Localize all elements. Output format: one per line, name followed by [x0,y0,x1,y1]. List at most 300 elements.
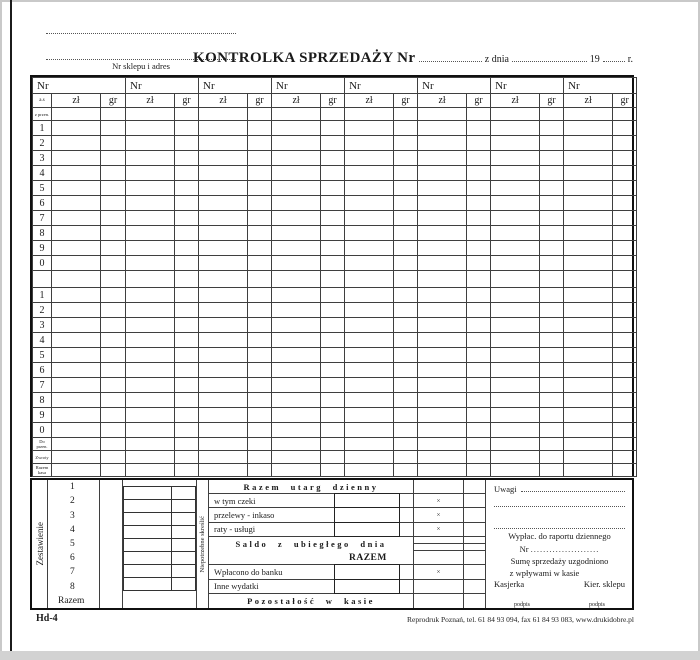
grid-cell [52,196,101,211]
gr-header: gr [321,94,345,108]
year-prefix: 19 [589,54,600,65]
grid-cell [540,378,564,393]
grid-cell [175,318,199,333]
grid-cell [321,318,345,333]
result-cell-x: × [414,508,463,522]
result-cell [464,551,485,565]
grid-cell [321,181,345,196]
grid-cell [418,108,467,121]
grid-cell [101,438,126,451]
grid-row [33,451,637,464]
grid-cell [52,464,101,477]
daily-takings-panel [209,480,414,608]
grid-cell [126,378,175,393]
grid-cell [248,151,272,166]
grid-cell [272,108,321,121]
grid-row [33,348,637,363]
grid-cell [613,348,637,363]
grid-cell [540,211,564,226]
grid-cell [491,211,540,226]
grid-cell [564,151,613,166]
amount-box-row [123,551,196,565]
amount-box-stack [123,486,196,591]
grid-cell [175,256,199,271]
grid-cell [126,211,175,226]
grid-cell [248,241,272,256]
grid-cell [540,288,564,303]
nr-column-header: Nr [199,78,272,94]
grid-cell [175,181,199,196]
grid-cell [101,108,126,121]
grid-cell [321,121,345,136]
result-cell [414,551,463,565]
grid-cell [418,378,467,393]
grid-cell [418,423,467,438]
grid-cell [199,181,248,196]
grid-cell [272,226,321,241]
grid-cell [613,451,637,464]
first-col-header: a.s [33,94,52,108]
grid-cell [175,408,199,423]
grid-cell [248,393,272,408]
grid-cell [491,423,540,438]
gr-header: gr [248,94,272,108]
signature-labels [494,579,625,589]
gr-header: gr [613,94,637,108]
grid-cell [491,288,540,303]
grid-row [33,438,637,451]
nr-column-header: Nr [491,78,564,94]
grid-cell [199,121,248,136]
left-margin-line [10,0,12,651]
grid-cell [394,108,418,121]
grid-cell [564,166,613,181]
grid-cell [248,303,272,318]
grid-cell [175,451,199,464]
grid-cell [126,181,175,196]
row-label: 1 [33,288,52,303]
grid-cell [272,256,321,271]
grid-cell [52,226,101,241]
row-label: 4 [33,166,52,181]
grid-cell [52,451,101,464]
grid-cell [491,438,540,451]
zestawienie-label: Zestawienie [34,522,45,566]
grid-cell [345,348,394,363]
entry-box [334,493,400,508]
shop-address-label: Nr sklepu i adres [112,61,170,71]
year-blank [603,51,625,62]
grid-cell [394,151,418,166]
grid-cell [394,438,418,451]
grid-cell [199,288,248,303]
grid-cell [467,378,491,393]
grid-cell [321,108,345,121]
niepotrzebne-column [197,480,209,608]
amount-box-row [123,499,196,513]
grid-cell [345,333,394,348]
grid-cell [394,166,418,181]
grid-cell [467,303,491,318]
grid-cell [248,121,272,136]
grid-cell [321,136,345,151]
grid-cell [491,318,540,333]
row-label: Do przen. [33,438,52,451]
kier-sklepu-label: Kier. sklepu [583,579,625,589]
grid-cell [394,464,418,477]
grid-cell [540,271,564,288]
summary-row-number: 2 [70,496,75,507]
grid-cell [321,288,345,303]
grid-cell [101,256,126,271]
grid-cell [199,241,248,256]
grid-cell [491,363,540,378]
grid-cell [175,108,199,121]
grid-cell [272,333,321,348]
row-bank: Wpłacono do banku [209,565,413,579]
grid-cell [491,256,540,271]
grid-cell [613,378,637,393]
zl-header: zł [199,94,248,108]
grid-cell [491,181,540,196]
grid-cell [248,438,272,451]
grid-cell [175,211,199,226]
grid-cell [126,464,175,477]
form-title: KONTROLKA SPRZEDAŻY Nr [193,50,416,66]
grid-cell [52,108,101,121]
grid-cell [613,241,637,256]
grid-cell [613,318,637,333]
grid-cell [175,348,199,363]
result-cell [464,480,485,494]
grid-cell [199,451,248,464]
grid-cell [564,121,613,136]
grid-cell [321,166,345,181]
grid-cell [418,393,467,408]
grid-cell [564,423,613,438]
grid-cell [321,333,345,348]
grid-row [33,408,637,423]
grid-cell [345,226,394,241]
grid-cell [175,378,199,393]
entry-box [334,522,400,537]
grid-cell [199,464,248,477]
grid-cell [52,181,101,196]
grid-cell [394,363,418,378]
grid-cell [126,288,175,303]
grid-cell [272,121,321,136]
grid-cell [321,408,345,423]
grid-cell [199,136,248,151]
grid-cell [126,136,175,151]
grid-cell [199,256,248,271]
grid-cell [321,211,345,226]
wyplac-label: Wypłac. do raportu dziennego [508,531,611,541]
grid-cell [394,408,418,423]
grid-cell [540,333,564,348]
grid-cell [199,333,248,348]
grid-cell [199,438,248,451]
row-label: 7 [33,378,52,393]
grid-cell [564,378,613,393]
pozostalosc-title: Pozostałość w kasie [247,595,375,606]
grid-cell [175,196,199,211]
grid-cell [467,121,491,136]
uwagi-blank-line [494,506,625,507]
grid-cell [52,363,101,378]
grid-cell [175,241,199,256]
grid-cell [199,318,248,333]
grid-cell [564,363,613,378]
grid-cell [467,423,491,438]
grid-cell [248,451,272,464]
grid-cell [272,438,321,451]
row-label: 5 [33,348,52,363]
result-cell [464,580,485,594]
grid-cell [321,363,345,378]
grid-cell [491,271,540,288]
grid-cell [126,271,175,288]
grid-cell [248,136,272,151]
grid-cell [418,363,467,378]
grid-row [33,333,637,348]
row-label: 0 [33,256,52,271]
gr-header: gr [394,94,418,108]
grid-cell [540,256,564,271]
grid-cell [175,438,199,451]
grid-cell [467,333,491,348]
grid-cell [491,136,540,151]
grid-cell [540,408,564,423]
nr-column-header: Nr [126,78,199,94]
result-cell [464,594,485,608]
grid-cell [613,136,637,151]
grid-cell [345,288,394,303]
grid-cell [491,108,540,121]
grid-row [33,378,637,393]
grid-cell [564,438,613,451]
grid-cell [52,256,101,271]
grid-row [33,318,637,333]
grid-cell [101,423,126,438]
result-cell [414,580,463,594]
grid-cell [418,303,467,318]
zl-header: zł [126,94,175,108]
row-raty: raty - usługi [209,523,413,537]
grid-cell [321,423,345,438]
grid-cell [175,333,199,348]
grid-row [33,256,637,271]
niepotrzebne-label: Niepotrzebne skreślić [199,515,206,573]
grid-cell [467,363,491,378]
grid-cell [272,271,321,288]
grid-cell [418,181,467,196]
grid-cell [540,108,564,121]
grid-cell [248,181,272,196]
grid-cell [467,166,491,181]
grid-cell [394,181,418,196]
zestawienie-column [32,480,48,608]
grid-cell [491,226,540,241]
grid-cell [418,226,467,241]
grid-cell [540,318,564,333]
grid-cell [199,226,248,241]
grid-cell [564,108,613,121]
gr-result-column [464,480,486,608]
grid-cell [345,196,394,211]
summary-row-number: 6 [70,553,75,564]
grid-cell [101,196,126,211]
grid-cell [345,121,394,136]
shop-address-blank-line-1 [46,33,236,34]
grid-cell [345,408,394,423]
grid-cell [467,451,491,464]
grid-cell [272,211,321,226]
grid-cell [345,393,394,408]
grid-cell [175,271,199,288]
grid-cell [418,438,467,451]
grid-cell [126,393,175,408]
grid-cell [394,211,418,226]
sume-line-1: Sumę sprzedaży uzgodniono [510,556,609,566]
grid-cell [101,378,126,393]
summary-section [30,478,634,610]
saldo-title: Saldo z ubiegłego dnia [235,538,387,549]
grid-cell [540,181,564,196]
printer-info: Reprodruk Poznań, tel. 61 84 93 094, fax 61 84 93 083, www.drukidobre.pl [407,615,634,624]
grid-cell [345,438,394,451]
summary-row-number: 5 [70,538,75,549]
grid-row [33,136,637,151]
grid-row [33,226,637,241]
kasjerka-label: Kasjerka [494,579,525,589]
grid-cell [467,393,491,408]
scan-edge-bottom [0,651,700,660]
grid-cell [564,333,613,348]
grid-cell [126,438,175,451]
grid-cell [345,378,394,393]
grid-cell [101,181,126,196]
grid-cell [418,136,467,151]
grid-cell [52,151,101,166]
zl-header: zł [491,94,540,108]
grid-cell [418,348,467,363]
grid-cell [467,464,491,477]
grid-cell [613,256,637,271]
result-cell-x: × [414,523,463,537]
grid-cell [467,108,491,121]
zl-header: zł [345,94,394,108]
gr-header: gr [101,94,126,108]
grid-cell [467,408,491,423]
entry-box [334,564,400,579]
grid-cell [345,256,394,271]
grid-cell [564,288,613,303]
grid-cell [345,181,394,196]
grid-cell [248,333,272,348]
grid-row [33,288,637,303]
grid-cell [345,451,394,464]
grid-cell [272,166,321,181]
grid-cell [272,318,321,333]
grid-cell [272,241,321,256]
grid-cell [248,196,272,211]
grid-cell [126,303,175,318]
grid-cell [199,348,248,363]
grid-cell [345,464,394,477]
grid-cell [564,241,613,256]
nr-column-header: Nr [272,78,345,94]
grid-cell [126,241,175,256]
grid-cell [52,136,101,151]
grid-cell [345,423,394,438]
grid-cell [199,363,248,378]
result-cell [414,480,463,494]
form-number-blank [419,51,481,62]
grid-cell [345,318,394,333]
grid-cell [272,363,321,378]
grid-cell [418,196,467,211]
grid-cell [345,303,394,318]
grid-cell [175,166,199,181]
grid-cell [613,226,637,241]
grid-cell [175,121,199,136]
grid-cell [52,166,101,181]
grid-cell [467,181,491,196]
result-cell [414,594,463,608]
grid-cell [540,303,564,318]
grid-cell [248,271,272,288]
grid-cell [467,136,491,151]
grid-cell [394,136,418,151]
grid-row [33,241,637,256]
grid-cell [491,451,540,464]
grid-cell [199,378,248,393]
grid-cell [613,211,637,226]
grid-cell [321,151,345,166]
summary-row-number: 7 [70,567,75,578]
grid-row [33,181,637,196]
grid-cell [321,393,345,408]
grid-cell [345,108,394,121]
grid-cell [272,151,321,166]
nr-column-header: Nr [33,78,126,94]
uwagi-blank-line [494,528,625,529]
grid-cell [613,121,637,136]
grid-cell [248,378,272,393]
grid-row [33,166,637,181]
grid-cell [613,438,637,451]
grid-cell [540,226,564,241]
grid-row [33,121,637,136]
amount-box-row [123,512,196,526]
grid-cell [394,196,418,211]
grid-cell [394,271,418,288]
grid-cell [126,226,175,241]
grid-cell [272,451,321,464]
grid-cell [272,423,321,438]
form-title-row [193,50,636,67]
grid-cell [248,226,272,241]
grid-cell [199,393,248,408]
grid-cell [540,151,564,166]
result-cell [464,508,485,522]
grid-cell [248,108,272,121]
grid-cell [613,464,637,477]
grid-cell [564,393,613,408]
row-label: 8 [33,393,52,408]
result-cell [464,537,485,551]
